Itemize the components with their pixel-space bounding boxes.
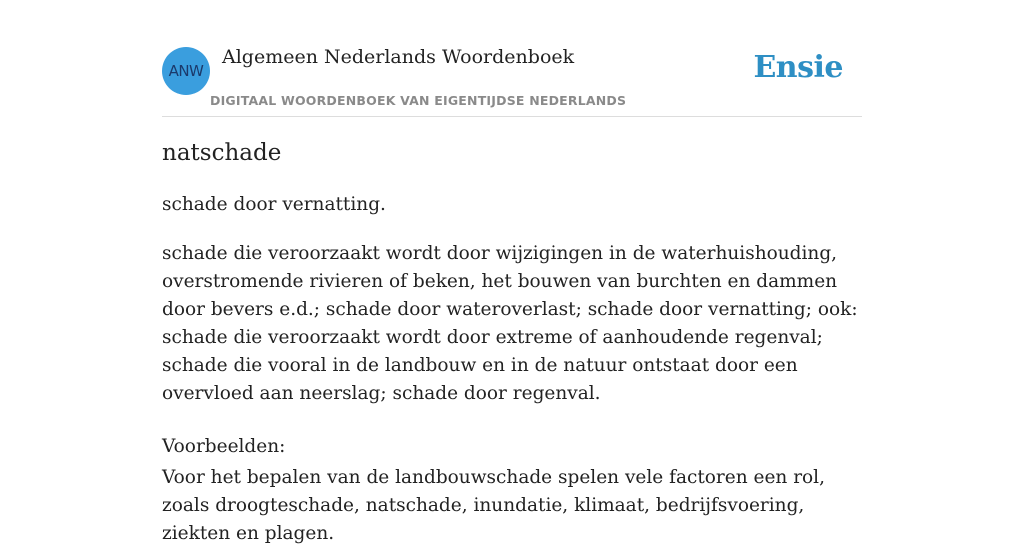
examples-heading: Voorbeelden: bbox=[162, 436, 286, 457]
page-container bbox=[162, 0, 862, 544]
example-sentence: Voor het bepalen van de landbouwschade spelen vele factoren een rol, zoals droogteschade, natschade, inundatie, klimaat, bedrijfsvoering, ziekten en plagen. bbox=[162, 467, 825, 544]
site-subtitle: DIGITAAL WOORDENBOEK VAN EIGENTIJDSE NEDERLANDS bbox=[210, 93, 627, 108]
site-header bbox=[162, 0, 862, 117]
logo-text: ANW bbox=[168, 62, 204, 80]
long-definition: schade die veroorzaakt wordt door wijzigingen in de waterhuishouding, overstromende rivieren of beken, het bouwen van burchten en dammen door bevers e.d.; schade door wateroverlast; schade door vernatting; ook: schade die veroorzaakt wordt door extreme of aanhoudende regenval; schade die vooral in de landbouw en in de natuur ontstaat door een overvloed aan neerslag; schade door regenval. bbox=[162, 243, 858, 404]
anw-logo[interactable] bbox=[162, 47, 210, 95]
short-definition: schade door vernatting. bbox=[162, 194, 386, 215]
entry-headword: natschade bbox=[162, 140, 282, 166]
ensie-brand-link[interactable]: Ensie bbox=[753, 50, 843, 85]
site-title-link[interactable]: Algemeen Nederlands Woordenboek bbox=[222, 46, 575, 68]
